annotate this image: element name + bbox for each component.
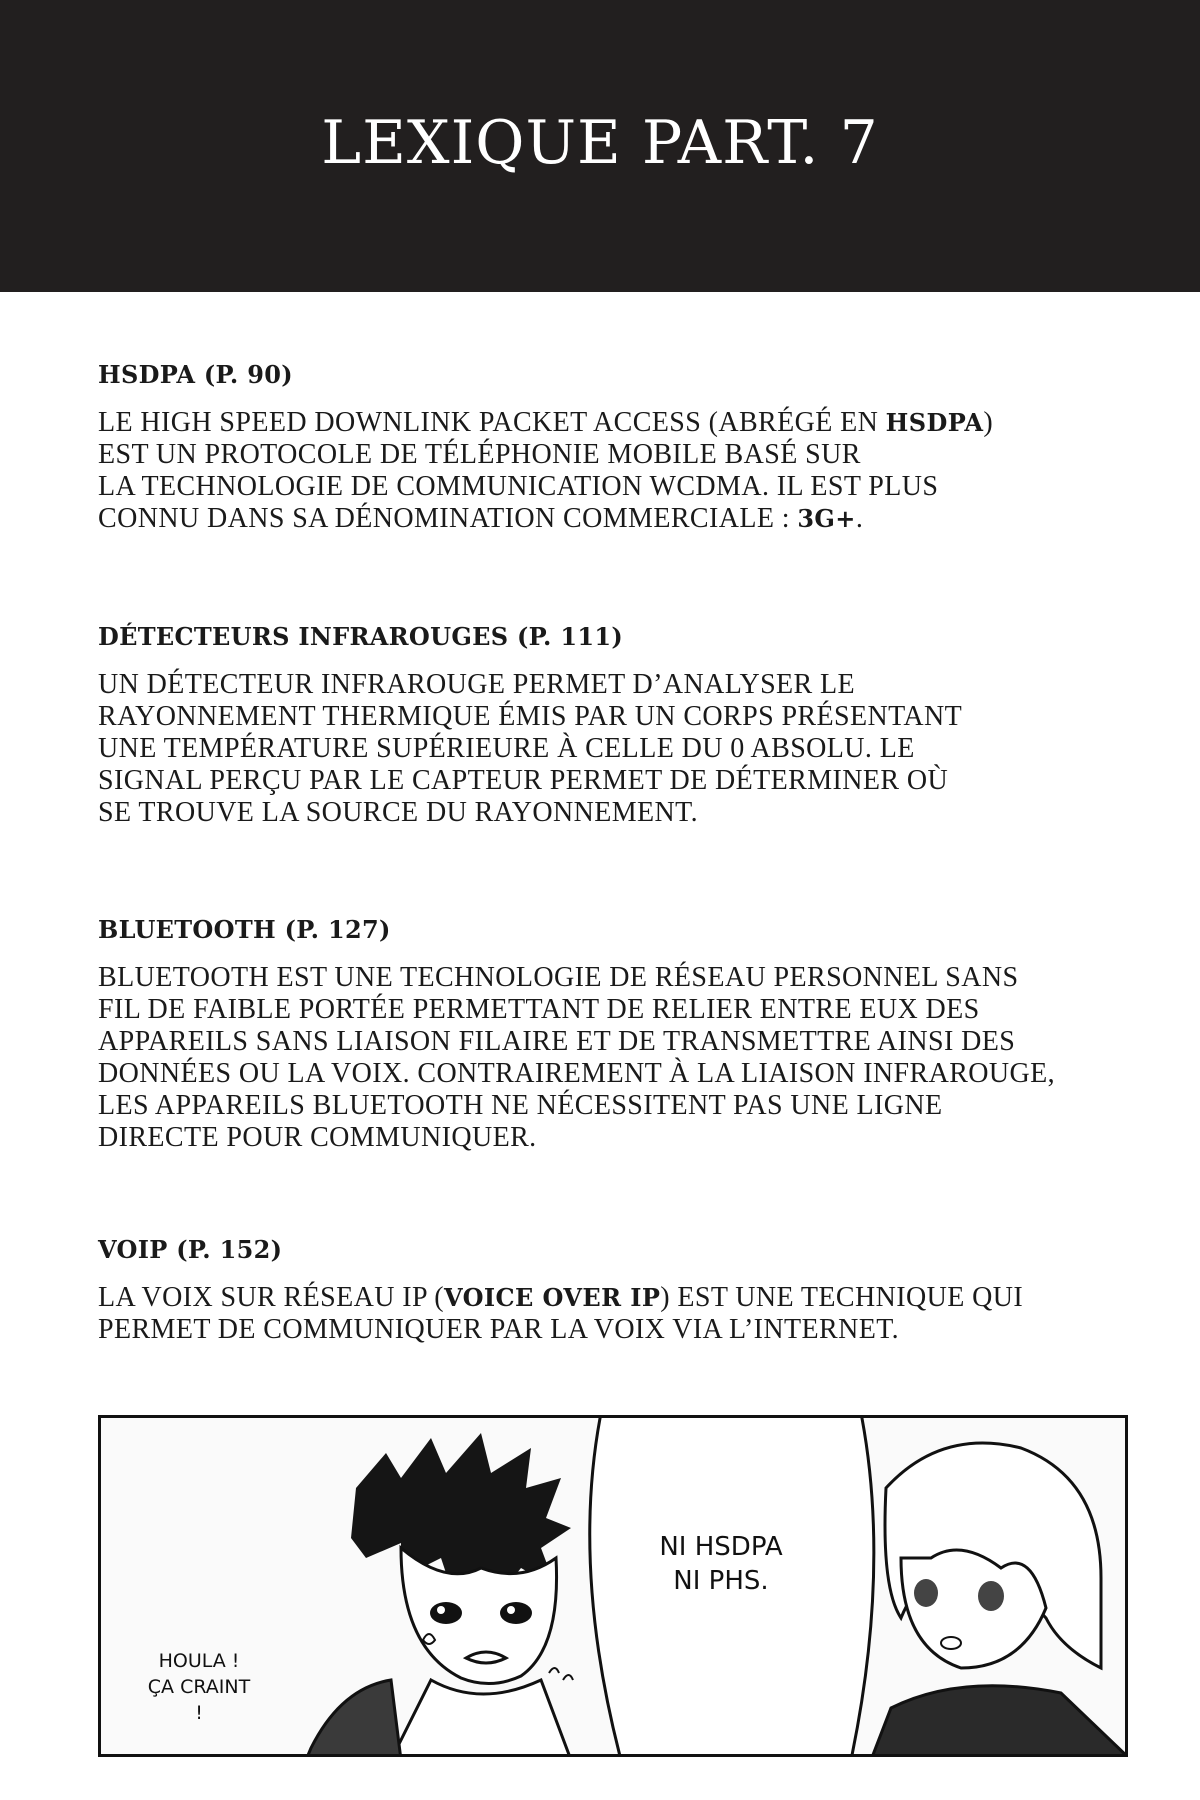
entry-line: UN DÉTECTEUR INFRAROUGE PERMET D’ANALYSER LE xyxy=(98,669,856,700)
entry-line: RAYONNEMENT THERMIQUE ÉMIS PAR UN CORPS PRÉSENTANT xyxy=(98,701,963,732)
boy-figure xyxy=(306,1433,573,1757)
bold-term: VOICE OVER IP xyxy=(444,1283,661,1312)
page-title: LEXIQUE PART. 7 xyxy=(321,108,879,178)
boy-left-eye xyxy=(430,1602,462,1624)
glossary-entry-hsdpa xyxy=(98,360,1118,535)
entry-line: FIL DE FAIBLE PORTÉE PERMETTANT DE RELIER ENTRE EUX DES xyxy=(98,994,980,1025)
bold-term: HSDPA xyxy=(885,408,984,437)
entry-heading: BLUETOOTH (P. 127) xyxy=(98,915,391,944)
entry-line: PERMET DE COMMUNIQUER PAR LA VOIX VIA L’INTERNET. xyxy=(98,1314,900,1345)
boy-shirt xyxy=(391,1680,571,1757)
entry-line: SIGNAL PERÇU PAR LE CAPTEUR PERMET DE DÉTERMINER OÙ xyxy=(98,765,949,796)
girl-figure xyxy=(871,1443,1128,1757)
entry-body xyxy=(98,962,1118,1154)
glossary-entry-bluetooth xyxy=(98,915,1118,1154)
title-banner xyxy=(0,0,1200,292)
entry-body xyxy=(98,407,1118,535)
entry-heading: VOIP (P. 152) xyxy=(98,1235,283,1264)
girl-face xyxy=(901,1550,1046,1668)
speech-bubble-text: NI HSDPA NI PHS. xyxy=(659,1532,783,1596)
manga-panel xyxy=(98,1415,1128,1757)
girl-shirt xyxy=(871,1686,1128,1757)
girl-left-eye xyxy=(914,1579,938,1607)
sweat-drop-icon xyxy=(423,1634,435,1644)
bold-term: 3G+ xyxy=(797,504,856,533)
entry-body xyxy=(98,1282,1118,1346)
entry-line: LE HIGH SPEED DOWNLINK PACKET ACCESS (ABRÉGÉ EN HSDPA) xyxy=(98,407,994,438)
glossary-entry-voip xyxy=(98,1235,1118,1346)
boy-right-eye xyxy=(500,1602,532,1624)
entry-line: CONNU DANS SA DÉNOMINATION COMMERCIALE : 3G+. xyxy=(98,503,864,534)
entry-line: LA VOIX SUR RÉSEAU IP (VOICE OVER IP) EST UNE TECHNIQUE QUI xyxy=(98,1282,1024,1313)
glossary-entry-infrared xyxy=(98,622,1118,829)
entry-heading: HSDPA (P. 90) xyxy=(98,360,293,389)
entry-line: UNE TEMPÉRATURE SUPÉRIEURE À CELLE DU 0 ABSOLU. LE xyxy=(98,733,915,764)
boy-backpack-strap xyxy=(306,1680,401,1757)
entry-body xyxy=(98,669,1118,829)
girl-mouth xyxy=(941,1637,961,1649)
entry-line: LES APPAREILS BLUETOOTH NE NÉCESSITENT PAS UNE LIGNE xyxy=(98,1090,943,1121)
exclamation-text: HOULA ! ÇA CRAINT ! xyxy=(147,1650,251,1724)
entry-line: DIRECTE POUR COMMUNIQUER. xyxy=(98,1122,537,1153)
boy-mouth xyxy=(466,1652,506,1663)
entry-line: APPAREILS SANS LIAISON FILAIRE ET DE TRANSMETTRE AINSI DES xyxy=(98,1026,1016,1057)
entry-line: SE TROUVE LA SOURCE DU RAYONNEMENT. xyxy=(98,797,698,828)
entry-line: BLUETOOTH EST UNE TECHNOLOGIE DE RÉSEAU PERSONNEL SANS xyxy=(98,962,1019,993)
entry-line: LA TECHNOLOGIE DE COMMUNICATION WCDMA. IL EST PLUS xyxy=(98,471,939,502)
entry-line: DONNÉES OU LA VOIX. CONTRAIREMENT À LA LIAISON INFRAROUGE, xyxy=(98,1058,1056,1089)
entry-line: EST UN PROTOCOLE DE TÉLÉPHONIE MOBILE BASÉ SUR xyxy=(98,439,861,470)
girl-right-eye xyxy=(978,1581,1004,1611)
entry-heading: DÉTECTEURS INFRAROUGES (P. 111) xyxy=(98,622,623,651)
